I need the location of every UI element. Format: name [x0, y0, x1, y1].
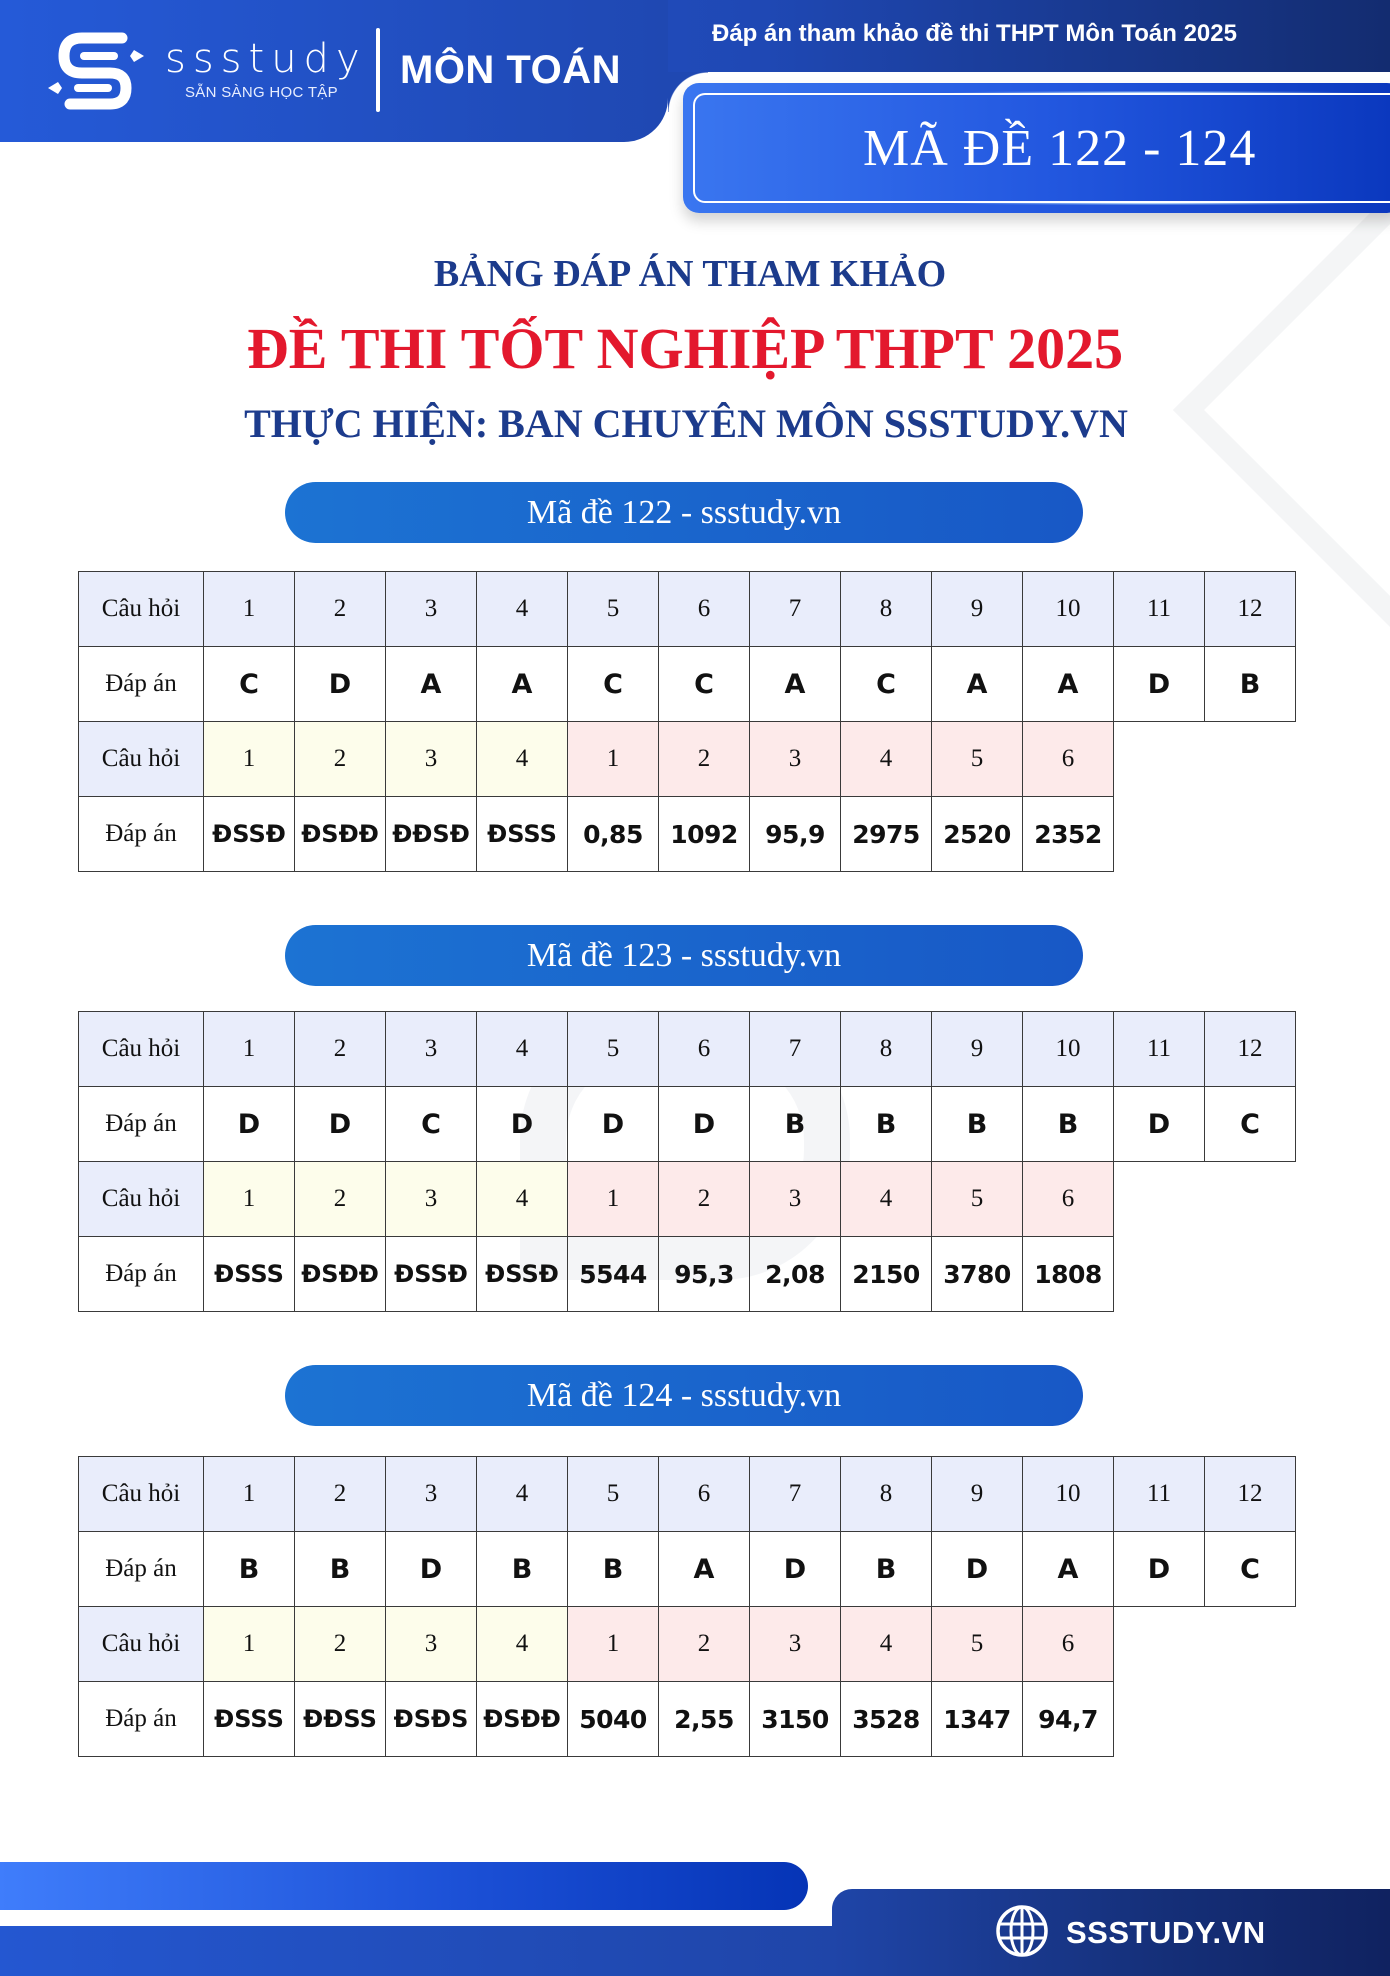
mc-answer: B [841, 1532, 932, 1607]
row-label: Đáp án [79, 1682, 204, 1757]
mc-answer: C [204, 647, 295, 722]
exam-section-title: Mã đề 124 - ssstudy.vn [285, 1365, 1083, 1426]
mc-answer: C [386, 1087, 477, 1162]
page-credit: THỰC HIỆN: BAN CHUYÊN MÔN SSSTUDY.VN [244, 401, 1128, 446]
tf-question-number: 4 [477, 722, 568, 797]
sa-question-number: 1 [568, 722, 659, 797]
mc-answer-row [79, 1532, 1296, 1607]
answer-table-124 [78, 1456, 1296, 1757]
tf-question-number: 2 [295, 722, 386, 797]
mc-question-number: 6 [659, 1457, 750, 1532]
tf-answer: ĐSSĐ [204, 797, 295, 872]
mc-answer: D [295, 1087, 386, 1162]
tf-question-number: 4 [477, 1162, 568, 1237]
sa-question-number: 4 [841, 1607, 932, 1682]
mc-answer: D [568, 1087, 659, 1162]
sa-answer: 1347 [932, 1682, 1023, 1757]
brand-tagline: SẴN SÀNG HỌC TẬP [185, 84, 338, 101]
row-label: Câu hỏi [79, 1162, 204, 1237]
header-divider [376, 28, 380, 112]
mc-question-number: 1 [204, 1457, 295, 1532]
mc-answer: A [477, 647, 568, 722]
row-label: Đáp án [79, 797, 204, 872]
mc-answer: C [568, 647, 659, 722]
mc-question-number: 8 [841, 1457, 932, 1532]
mc-answer: B [477, 1532, 568, 1607]
mc-answer-row [79, 1087, 1296, 1162]
sa-question-number: 6 [1023, 1162, 1114, 1237]
mc-question-number: 9 [932, 1457, 1023, 1532]
sa-question-number: 4 [841, 1162, 932, 1237]
tf-question-number: 3 [386, 1607, 477, 1682]
sa-question-number: 2 [659, 1607, 750, 1682]
mc-answer: B [204, 1532, 295, 1607]
mc-answer: B [295, 1532, 386, 1607]
sa-question-number: 1 [568, 1162, 659, 1237]
sa-question-number: 5 [932, 722, 1023, 797]
tf-question-number: 1 [204, 1607, 295, 1682]
tf-answer: ĐSĐS [386, 1682, 477, 1757]
ssstudy-logo-icon [44, 30, 154, 116]
mc-question-row [79, 1012, 1296, 1087]
tf-answer: ĐSSĐ [477, 1237, 568, 1312]
tf-sa-question-row [79, 722, 1296, 797]
mc-question-number: 9 [932, 572, 1023, 647]
sa-answer: 3150 [750, 1682, 841, 1757]
mc-answer: D [1114, 1532, 1205, 1607]
mc-answer: B [750, 1087, 841, 1162]
mc-answer: B [568, 1532, 659, 1607]
mc-question-number: 2 [295, 1012, 386, 1087]
answer-table-123 [78, 1011, 1296, 1312]
mc-question-number: 5 [568, 572, 659, 647]
mc-question-number: 12 [1205, 572, 1296, 647]
footer-website[interactable]: SSSTUDY.VN [1066, 1915, 1266, 1950]
mc-answer: A [1023, 1532, 1114, 1607]
mc-question-number: 11 [1114, 572, 1205, 647]
sa-question-number: 3 [750, 1162, 841, 1237]
page-subtitle: BẢNG ĐÁP ÁN THAM KHẢO [433, 253, 947, 295]
mc-question-number: 9 [932, 1012, 1023, 1087]
mc-question-number: 3 [386, 1457, 477, 1532]
exam-code-range: MÃ ĐỀ 122 - 124 [863, 119, 1257, 177]
tf-answer: ĐĐSĐ [386, 797, 477, 872]
mc-answer: A [386, 647, 477, 722]
mc-question-number: 12 [1205, 1457, 1296, 1532]
tf-question-number: 1 [204, 1162, 295, 1237]
mc-question-number: 4 [477, 1457, 568, 1532]
tf-answer: ĐSSĐ [386, 1237, 477, 1312]
mc-question-number: 4 [477, 572, 568, 647]
mc-answer: B [1023, 1087, 1114, 1162]
sa-answer: 3780 [932, 1237, 1023, 1312]
tf-sa-question-row [79, 1162, 1296, 1237]
sa-question-number: 5 [932, 1607, 1023, 1682]
banner-frame [693, 93, 1390, 203]
tf-question-number: 3 [386, 1162, 477, 1237]
sa-answer: 2,55 [659, 1682, 750, 1757]
header-tagline: Đáp án tham khảo đề thi THPT Môn Toán 2025 [712, 20, 1237, 47]
sa-question-number: 6 [1023, 1607, 1114, 1682]
mc-answer: D [659, 1087, 750, 1162]
mc-answer: A [659, 1532, 750, 1607]
mc-question-number: 7 [750, 1457, 841, 1532]
tf-question-number: 1 [204, 722, 295, 797]
mc-answer: A [1023, 647, 1114, 722]
sa-answer: 95,3 [659, 1237, 750, 1312]
footer-accent-bar [0, 1862, 808, 1910]
sa-answer: 2975 [841, 797, 932, 872]
mc-question-number: 10 [1023, 572, 1114, 647]
mc-answer: A [750, 647, 841, 722]
mc-question-number: 2 [295, 572, 386, 647]
row-label: Đáp án [79, 1237, 204, 1312]
tf-sa-answer-row [79, 1237, 1296, 1312]
sa-answer: 1808 [1023, 1237, 1114, 1312]
mc-question-number: 10 [1023, 1012, 1114, 1087]
mc-question-number: 4 [477, 1012, 568, 1087]
mc-answer: D [204, 1087, 295, 1162]
sa-question-number: 2 [659, 722, 750, 797]
mc-question-number: 3 [386, 572, 477, 647]
tf-question-number: 4 [477, 1607, 568, 1682]
mc-answer: C [841, 647, 932, 722]
row-label: Đáp án [79, 1087, 204, 1162]
sa-question-number: 5 [932, 1162, 1023, 1237]
row-label: Câu hỏi [79, 1012, 204, 1087]
mc-answer: B [1205, 647, 1296, 722]
tf-answer: ĐSĐĐ [295, 797, 386, 872]
tf-answer: ĐSĐĐ [477, 1682, 568, 1757]
sa-question-number: 3 [750, 722, 841, 797]
mc-question-number: 7 [750, 1012, 841, 1087]
row-label: Đáp án [79, 647, 204, 722]
mc-answer: D [932, 1532, 1023, 1607]
mc-answer: D [477, 1087, 568, 1162]
mc-answer: C [659, 647, 750, 722]
mc-question-number: 8 [841, 572, 932, 647]
mc-answer: D [386, 1532, 477, 1607]
mc-question-number: 1 [204, 1012, 295, 1087]
sa-answer: 2,08 [750, 1237, 841, 1312]
mc-question-number: 5 [568, 1457, 659, 1532]
mc-question-number: 2 [295, 1457, 386, 1532]
tf-sa-question-row [79, 1607, 1296, 1682]
mc-question-number: 7 [750, 572, 841, 647]
brand-name: ssstudy [165, 36, 367, 82]
mc-answer: D [1114, 1087, 1205, 1162]
sa-answer: 2520 [932, 797, 1023, 872]
mc-answer-row [79, 647, 1296, 722]
sa-answer: 2352 [1023, 797, 1114, 872]
row-label: Câu hỏi [79, 1457, 204, 1532]
tf-answer: ĐSSS [204, 1237, 295, 1312]
sa-answer: 95,9 [750, 797, 841, 872]
mc-question-row [79, 572, 1296, 647]
mc-answer: D [1114, 647, 1205, 722]
mc-question-number: 5 [568, 1012, 659, 1087]
globe-icon [995, 1904, 1049, 1958]
sa-answer: 3528 [841, 1682, 932, 1757]
sa-answer: 2150 [841, 1237, 932, 1312]
tf-answer: ĐĐSS [295, 1682, 386, 1757]
sa-answer: 94,7 [1023, 1682, 1114, 1757]
sa-question-number: 3 [750, 1607, 841, 1682]
mc-question-number: 6 [659, 572, 750, 647]
mc-answer: A [932, 647, 1023, 722]
tf-question-number: 2 [295, 1162, 386, 1237]
mc-question-number: 11 [1114, 1457, 1205, 1532]
sa-question-number: 1 [568, 1607, 659, 1682]
tf-answer: ĐSSS [477, 797, 568, 872]
answer-table-122 [78, 571, 1296, 872]
mc-question-number: 12 [1205, 1012, 1296, 1087]
mc-answer: D [750, 1532, 841, 1607]
mc-question-number: 11 [1114, 1012, 1205, 1087]
mc-question-row [79, 1457, 1296, 1532]
tf-question-number: 3 [386, 722, 477, 797]
tf-question-number: 2 [295, 1607, 386, 1682]
mc-question-number: 10 [1023, 1457, 1114, 1532]
mc-question-number: 8 [841, 1012, 932, 1087]
exam-section-title: Mã đề 123 - ssstudy.vn [285, 925, 1083, 986]
mc-answer: C [1205, 1532, 1296, 1607]
tf-answer: ĐSĐĐ [295, 1237, 386, 1312]
tf-sa-answer-row [79, 1682, 1296, 1757]
mc-answer: D [295, 647, 386, 722]
row-label: Câu hỏi [79, 722, 204, 797]
sa-answer: 5544 [568, 1237, 659, 1312]
sa-answer: 0,85 [568, 797, 659, 872]
tf-answer: ĐSSS [204, 1682, 295, 1757]
sa-answer: 1092 [659, 797, 750, 872]
exam-code-range-banner [683, 83, 1390, 213]
row-label: Câu hỏi [79, 572, 204, 647]
mc-answer: C [1205, 1087, 1296, 1162]
row-label: Câu hỏi [79, 1607, 204, 1682]
row-label: Đáp án [79, 1532, 204, 1607]
sa-question-number: 6 [1023, 722, 1114, 797]
mc-answer: B [932, 1087, 1023, 1162]
tf-sa-answer-row [79, 797, 1296, 872]
mc-question-number: 6 [659, 1012, 750, 1087]
sa-question-number: 2 [659, 1162, 750, 1237]
page-title: ĐỀ THI TỐT NGHIỆP THPT 2025 [246, 316, 1124, 381]
mc-answer: B [841, 1087, 932, 1162]
mc-question-number: 1 [204, 572, 295, 647]
exam-section-title: Mã đề 122 - ssstudy.vn [285, 482, 1083, 543]
sa-question-number: 4 [841, 722, 932, 797]
sa-answer: 5040 [568, 1682, 659, 1757]
mc-question-number: 3 [386, 1012, 477, 1087]
subject-title: MÔN TOÁN [400, 48, 622, 92]
